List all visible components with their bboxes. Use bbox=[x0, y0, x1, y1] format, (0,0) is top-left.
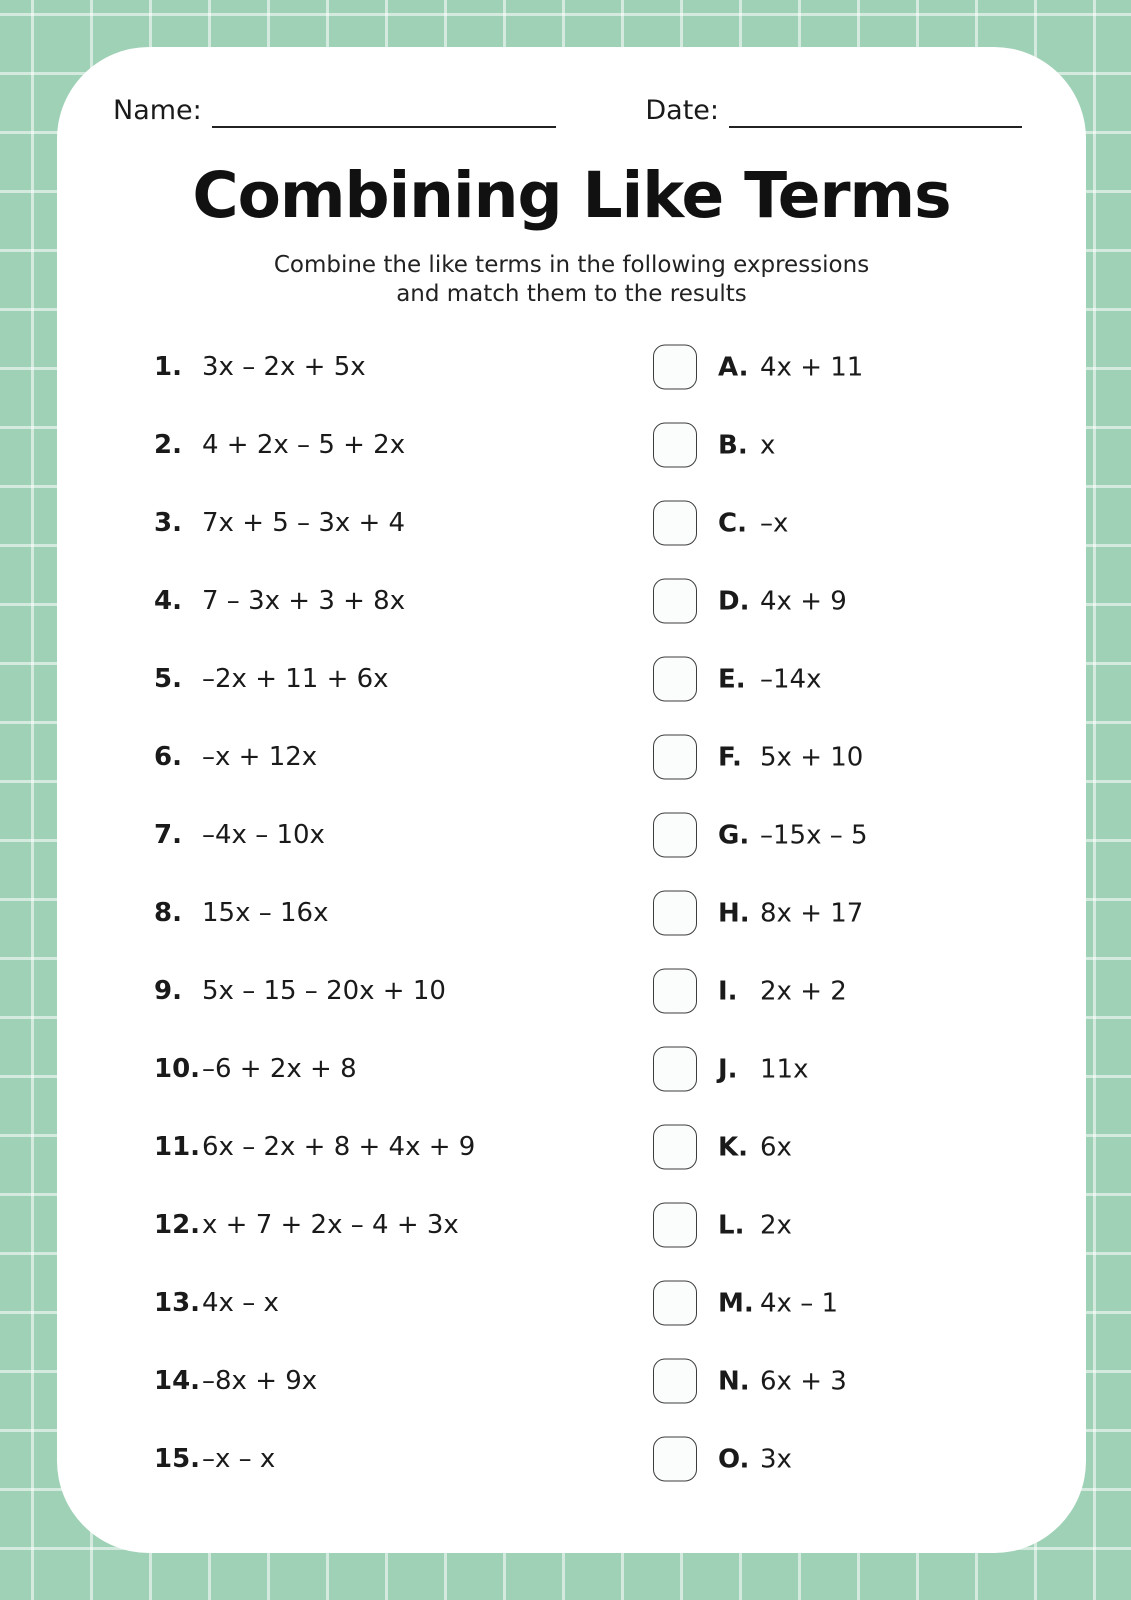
matching-row bbox=[57, 1186, 1086, 1264]
problem-item bbox=[154, 820, 325, 850]
answer-item bbox=[653, 1125, 792, 1170]
problem-expression: 4x – x bbox=[202, 1288, 279, 1318]
matching-row bbox=[57, 796, 1086, 874]
problem-expression: –4x – 10x bbox=[202, 820, 325, 850]
problem-number: 11. bbox=[154, 1132, 201, 1162]
answer-letter: J. bbox=[718, 1054, 738, 1084]
problem-number: 10. bbox=[154, 1054, 201, 1084]
answer-letter: L. bbox=[718, 1210, 745, 1240]
matching-row bbox=[57, 328, 1086, 406]
answer-letter: M. bbox=[718, 1288, 754, 1318]
matching-row bbox=[57, 406, 1086, 484]
answer-box[interactable] bbox=[653, 1125, 697, 1170]
problem-expression: –6 + 2x + 8 bbox=[202, 1054, 357, 1084]
problem-number: 8. bbox=[154, 898, 182, 928]
answer-expression: –14x bbox=[760, 664, 822, 694]
problem-expression: 15x – 16x bbox=[202, 898, 329, 928]
instructions-line-1: Combine the like terms in the following expressions bbox=[273, 252, 870, 278]
problem-expression: 6x – 2x + 8 + 4x + 9 bbox=[202, 1132, 476, 1162]
answer-box[interactable] bbox=[653, 1203, 697, 1248]
answer-letter: O. bbox=[718, 1444, 750, 1474]
page-title: Combining Like Terms bbox=[192, 159, 951, 232]
answer-box[interactable] bbox=[653, 501, 697, 546]
problem-expression: 3x – 2x + 5x bbox=[202, 352, 366, 382]
worksheet-card bbox=[57, 47, 1086, 1553]
problem-item bbox=[154, 976, 446, 1006]
answer-item bbox=[653, 813, 868, 858]
answer-expression: 8x + 17 bbox=[760, 898, 864, 928]
matching-row bbox=[57, 562, 1086, 640]
answer-letter: A. bbox=[718, 352, 749, 382]
matching-row bbox=[57, 484, 1086, 562]
answer-expression: 6x + 3 bbox=[760, 1366, 847, 1396]
answer-letter: N. bbox=[718, 1366, 750, 1396]
answer-letter: K. bbox=[718, 1132, 749, 1162]
answer-letter: H. bbox=[718, 898, 750, 928]
answer-item bbox=[653, 1437, 792, 1482]
problem-expression: 5x – 15 – 20x + 10 bbox=[202, 976, 446, 1006]
problem-item bbox=[154, 1366, 317, 1396]
matching-list bbox=[57, 328, 1086, 1498]
answer-expression: –15x – 5 bbox=[760, 820, 868, 850]
problem-number: 2. bbox=[154, 430, 182, 460]
answer-expression: 4x + 9 bbox=[760, 586, 847, 616]
problem-number: 5. bbox=[154, 664, 182, 694]
problem-expression: x + 7 + 2x – 4 + 3x bbox=[202, 1210, 459, 1240]
answer-expression: 2x bbox=[760, 1210, 792, 1240]
answer-item bbox=[653, 891, 863, 936]
problem-item bbox=[154, 1210, 459, 1240]
answer-expression: 5x + 10 bbox=[760, 742, 864, 772]
answer-expression: –x bbox=[760, 508, 789, 538]
answer-item bbox=[653, 1203, 792, 1248]
problem-expression: 4 + 2x – 5 + 2x bbox=[202, 430, 406, 460]
matching-row bbox=[57, 1342, 1086, 1420]
problem-expression: 7x + 5 – 3x + 4 bbox=[202, 508, 406, 538]
answer-item bbox=[653, 969, 847, 1014]
answer-item bbox=[653, 657, 821, 702]
name-input-line[interactable] bbox=[212, 96, 556, 128]
matching-row bbox=[57, 952, 1086, 1030]
answer-item bbox=[653, 345, 863, 390]
problem-item bbox=[154, 1054, 357, 1084]
answer-box[interactable] bbox=[653, 579, 697, 624]
answer-letter: B. bbox=[718, 430, 748, 460]
problem-item bbox=[154, 508, 405, 538]
problem-number: 3. bbox=[154, 508, 182, 538]
answer-letter: I. bbox=[718, 976, 738, 1006]
matching-row bbox=[57, 1420, 1086, 1498]
problem-item bbox=[154, 1288, 279, 1318]
matching-row bbox=[57, 640, 1086, 718]
problem-item bbox=[154, 664, 389, 694]
problem-number: 15. bbox=[154, 1444, 201, 1474]
answer-item bbox=[653, 1281, 838, 1326]
answer-letter: E. bbox=[718, 664, 746, 694]
answer-box[interactable] bbox=[653, 423, 697, 468]
problem-number: 13. bbox=[154, 1288, 201, 1318]
answer-letter: F. bbox=[718, 742, 742, 772]
answer-box[interactable] bbox=[653, 1281, 697, 1326]
problem-expression: –x – x bbox=[202, 1444, 276, 1474]
answer-expression: 11x bbox=[760, 1054, 809, 1084]
answer-box[interactable] bbox=[653, 813, 697, 858]
answer-item bbox=[653, 579, 847, 624]
problem-item bbox=[154, 352, 366, 382]
answer-expression: 3x bbox=[760, 1444, 792, 1474]
matching-row bbox=[57, 1108, 1086, 1186]
answer-expression: 4x + 11 bbox=[760, 352, 864, 382]
problem-number: 12. bbox=[154, 1210, 201, 1240]
problem-item bbox=[154, 586, 405, 616]
answer-box[interactable] bbox=[653, 1047, 697, 1092]
answer-item bbox=[653, 423, 775, 468]
problem-number: 7. bbox=[154, 820, 182, 850]
instructions-line-2: and match them to the results bbox=[396, 281, 747, 307]
answer-expression: x bbox=[760, 430, 776, 460]
problem-item bbox=[154, 742, 317, 772]
answer-item bbox=[653, 501, 788, 546]
answer-letter: G. bbox=[718, 820, 750, 850]
matching-row bbox=[57, 1264, 1086, 1342]
problem-number: 1. bbox=[154, 352, 182, 382]
name-date-row bbox=[113, 95, 1022, 128]
instructions bbox=[57, 251, 1086, 309]
answer-box[interactable] bbox=[653, 657, 697, 702]
answer-letter: C. bbox=[718, 508, 747, 538]
date-label: Date: bbox=[645, 95, 720, 126]
problem-item bbox=[154, 898, 328, 928]
problem-expression: –8x + 9x bbox=[202, 1366, 318, 1396]
problem-number: 6. bbox=[154, 742, 182, 772]
problem-item bbox=[154, 1132, 475, 1162]
date-input-line[interactable] bbox=[729, 96, 1022, 128]
matching-row bbox=[57, 1030, 1086, 1108]
name-label: Name: bbox=[113, 95, 202, 126]
answer-letter: D. bbox=[718, 586, 750, 616]
answer-expression: 6x bbox=[760, 1132, 792, 1162]
answer-box[interactable] bbox=[653, 891, 697, 936]
matching-row bbox=[57, 718, 1086, 796]
answer-box[interactable] bbox=[653, 345, 697, 390]
problem-number: 9. bbox=[154, 976, 182, 1006]
problem-item bbox=[154, 1444, 275, 1474]
answer-item bbox=[653, 735, 863, 780]
problem-expression: –x + 12x bbox=[202, 742, 318, 772]
answer-item bbox=[653, 1047, 808, 1092]
answer-expression: 4x – 1 bbox=[760, 1288, 838, 1318]
answer-expression: 2x + 2 bbox=[760, 976, 847, 1006]
problem-expression: 7 – 3x + 3 + 8x bbox=[202, 586, 406, 616]
answer-box[interactable] bbox=[653, 1359, 697, 1404]
problem-item bbox=[154, 430, 405, 460]
problem-expression: –2x + 11 + 6x bbox=[202, 664, 389, 694]
answer-box[interactable] bbox=[653, 1437, 697, 1482]
problem-number: 14. bbox=[154, 1366, 201, 1396]
answer-box[interactable] bbox=[653, 969, 697, 1014]
answer-box[interactable] bbox=[653, 735, 697, 780]
matching-row bbox=[57, 874, 1086, 952]
problem-number: 4. bbox=[154, 586, 182, 616]
answer-item bbox=[653, 1359, 847, 1404]
